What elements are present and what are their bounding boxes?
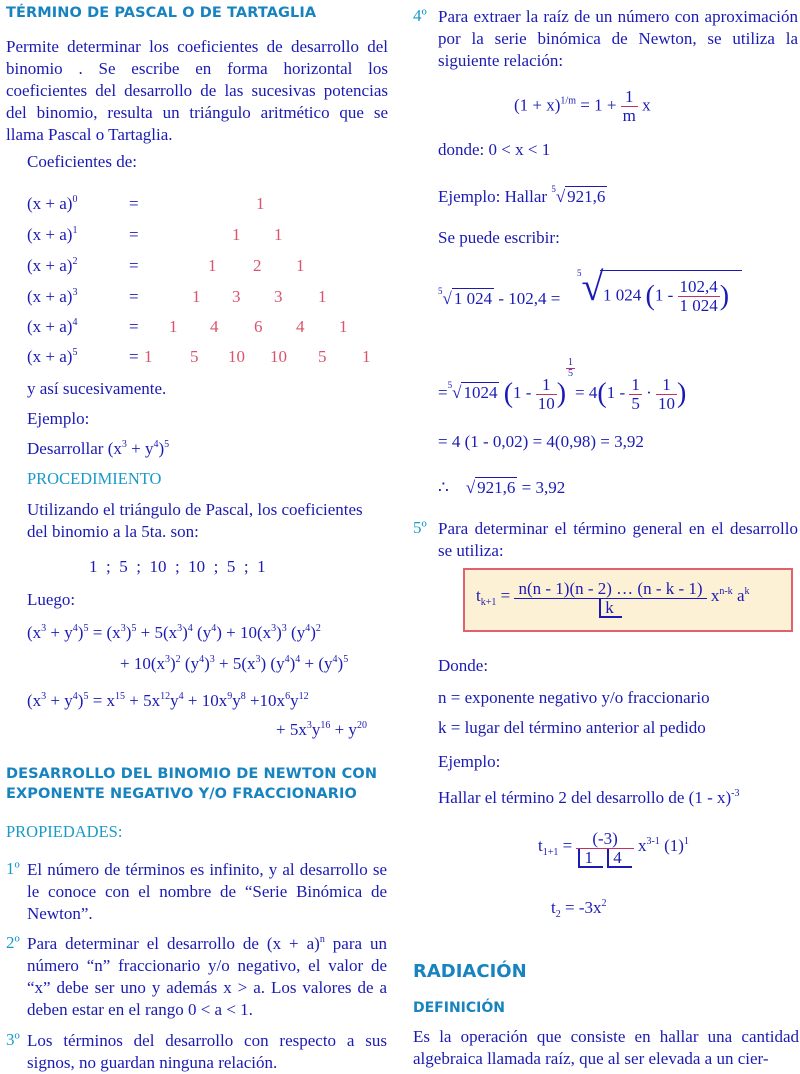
property-3-text: Los términos del desarrollo con respecto a sus signos, no guardan ninguna relación.	[27, 1031, 387, 1072]
triangle-value: 5	[190, 347, 199, 366]
expansion-result-line-1: $(x^3 + y^4)^5 = x^{15} + 5x^{12}y^4 + 10x^9y^8 +10x^6y^{12}$	[27, 691, 309, 710]
large-radical-sign: $^5$√	[577, 264, 604, 309]
equals-sign: =	[129, 347, 139, 366]
property-number: 3º	[6, 1030, 20, 1049]
property-number: 5º	[413, 518, 427, 537]
triangle-value: 1	[192, 287, 201, 306]
triangle-value: 2	[253, 256, 262, 275]
triangle-value: 5	[318, 347, 327, 366]
t2-result: $t_2 = -3x^2$	[551, 898, 607, 920]
procedure-title: PROCEDIMIENTO	[27, 469, 162, 488]
find-term-text: Hallar el término 2 del desarrollo de (1 - x)$^{-3}$	[438, 788, 740, 807]
root-equation-3: = 4 (1 - 0,02) = 4(0,98) = 3,92	[438, 432, 644, 451]
k-definition: k = lugar del término anterior al pedido	[438, 718, 706, 737]
triangle-row-label: $(x + a)^2$	[27, 256, 78, 275]
triangle-value: 6	[254, 317, 263, 336]
property-number: 4º	[413, 6, 427, 25]
term-example-formula: $t_{1+1}$ = $\frac{(-3)}{1 4}$ $x^{3-1}$ $(1)^1$	[538, 829, 689, 867]
triangle-row-label: $(x + a)^3$	[27, 287, 78, 306]
triangle-value: 1	[256, 194, 265, 213]
triangle-value: 1	[169, 317, 178, 336]
equals-sign: =	[129, 287, 139, 306]
triangle-value: 1	[232, 225, 241, 244]
triangle-value: 4	[296, 317, 305, 336]
equals-sign: =	[129, 194, 139, 213]
property-number: 1º	[6, 859, 20, 878]
triangle-value: 3	[232, 287, 241, 306]
properties-title: PROPIEDADES:	[6, 822, 123, 841]
coefficient-sequence: 1 ; 5 ; 10 ; 10 ; 5 ; 1	[89, 557, 266, 576]
general-term-formula: $t_{k+1}$ = $\frac{n(n - 1)(n - 2) \dots (n - k - 1)}{k}$ $x^{n-k}$ $a^k$	[476, 579, 750, 617]
section-title-pascal: TÉRMINO DE PASCAL O DE TARTAGLIA	[6, 5, 317, 21]
where-label: Donde:	[438, 656, 489, 675]
property-5-text: Para determinar el término general en el desarrollo se utiliza:	[438, 519, 798, 560]
expansion-result-line-2: + $5x^3y^{16} + y^{20}$	[276, 720, 367, 739]
root-equation-1-radicand: 1 024 (1 - $\frac{102,4}{1 024}$ )	[603, 277, 730, 315]
intro-paragraph: Permite determinar los coeficientes de desarrollo del binomio . Se escribe en forma horizontal los coeficientes del desarrollo de las sucesivas potencias del binomio, resulta un triángulo aritmético que se llama Pascal o Tartaglia.	[6, 37, 388, 144]
section-title-newton-line1: DESARROLLO DEL BINOMIO DE NEWTON CON	[6, 766, 378, 782]
root-equation-2: =$^5$√ 1024 (1 - $\frac{1}{10}$ ) $\frac{1}{5}$ = 4(1 - $\frac{1}{5}$ · $\frac{1}{10}$ )	[438, 357, 687, 413]
where-condition: donde: 0 < x < 1	[438, 140, 551, 159]
triangle-row-label: $(x + a)^1$	[27, 225, 78, 244]
triangle-value: 10	[228, 347, 245, 366]
triangle-row-label: $(x + a)^5$	[27, 347, 78, 366]
triangle-value: 1	[208, 256, 217, 275]
triangle-value: 1	[274, 225, 283, 244]
triangle-value: 1	[144, 347, 153, 366]
procedure-text: Utilizando el triángulo de Pascal, los coeficientes del binomio a la 5ta. son:	[27, 500, 363, 541]
newton-relation-formula: $(1 + x)^{1/m} = 1$ + $\frac{1}{m}$ x	[514, 87, 651, 125]
radical-bar	[600, 270, 742, 271]
can-write-label: Se puede escribir:	[438, 228, 560, 247]
then-label: Luego:	[27, 590, 76, 609]
triangle-value: 3	[274, 287, 283, 306]
equals-sign: =	[129, 256, 139, 275]
section-title-radiation: RADIACIÓN	[413, 961, 527, 982]
definition-text: Es la operación que consiste en hallar una cantidad algebraica llamada raíz, que al ser elevada a un cier-	[413, 1027, 799, 1068]
example-label: Ejemplo:	[27, 409, 90, 428]
property-2-text: Para determinar el desarrollo de $(x + a)^n$ para un número “n” fraccionario y/o negativo, el valor de “x” debe ser uno y además x > a. Los valores de a deben estar en el rango 0 < a < 1.	[27, 934, 387, 1019]
coefficients-label: Coeficientes de:	[27, 152, 137, 171]
property-1-text: El número de términos es infinito, y al desarrollo se le conoce con el nombre de “Serie Binómica de Newton”.	[27, 860, 387, 923]
property-number: 2º	[6, 933, 20, 952]
triangle-row-label: $(x + a)^0$	[27, 194, 78, 213]
develop-expression: Desarrollar $(x^3 + y^4)^5$	[27, 439, 170, 458]
definition-title: DEFINICIÓN	[413, 1000, 505, 1016]
n-definition: n = exponente negativo y/o fraccionario	[438, 688, 710, 707]
triangle-row-label: $(x + a)^4$	[27, 317, 78, 336]
equals-sign: =	[129, 225, 139, 244]
therefore-result: ∴ √ 921,6 = 3,92	[438, 478, 566, 497]
triangle-value: 1	[339, 317, 348, 336]
equals-sign: =	[129, 317, 139, 336]
root-equation-1: $^5$√ 1 024 - 102,4 =	[438, 286, 561, 308]
triangle-value: 4	[210, 317, 219, 336]
property-4-text: Para extraer la raíz de un número con aproximación por la serie binómica de Newton, se utiliza la siguiente relación:	[438, 7, 798, 70]
so-on-text: y así sucesivamente.	[27, 379, 167, 398]
triangle-value: 1	[318, 287, 327, 306]
example-label-right: Ejemplo:	[438, 752, 501, 771]
triangle-value: 10	[270, 347, 287, 366]
expansion-line-2: + $10(x^3)^2$ $(y^4)^3 + 5(x^3) (y^4)^4 + (y^4)^5$	[120, 654, 349, 673]
triangle-value: 1	[296, 256, 305, 275]
section-title-newton-line2: EXPONENTE NEGATIVO Y/O FRACCIONARIO	[6, 786, 357, 802]
triangle-value: 1	[362, 347, 371, 366]
example-find-root: Ejemplo: Hallar $^5$√ 921,6	[438, 184, 606, 206]
expansion-line-1: $(x^3 + y^4)^5 = (x^3)^5 + 5(x^3)^4$ $(y^4) + 10(x^3)^3$ $(y^4)^2$	[27, 623, 321, 642]
